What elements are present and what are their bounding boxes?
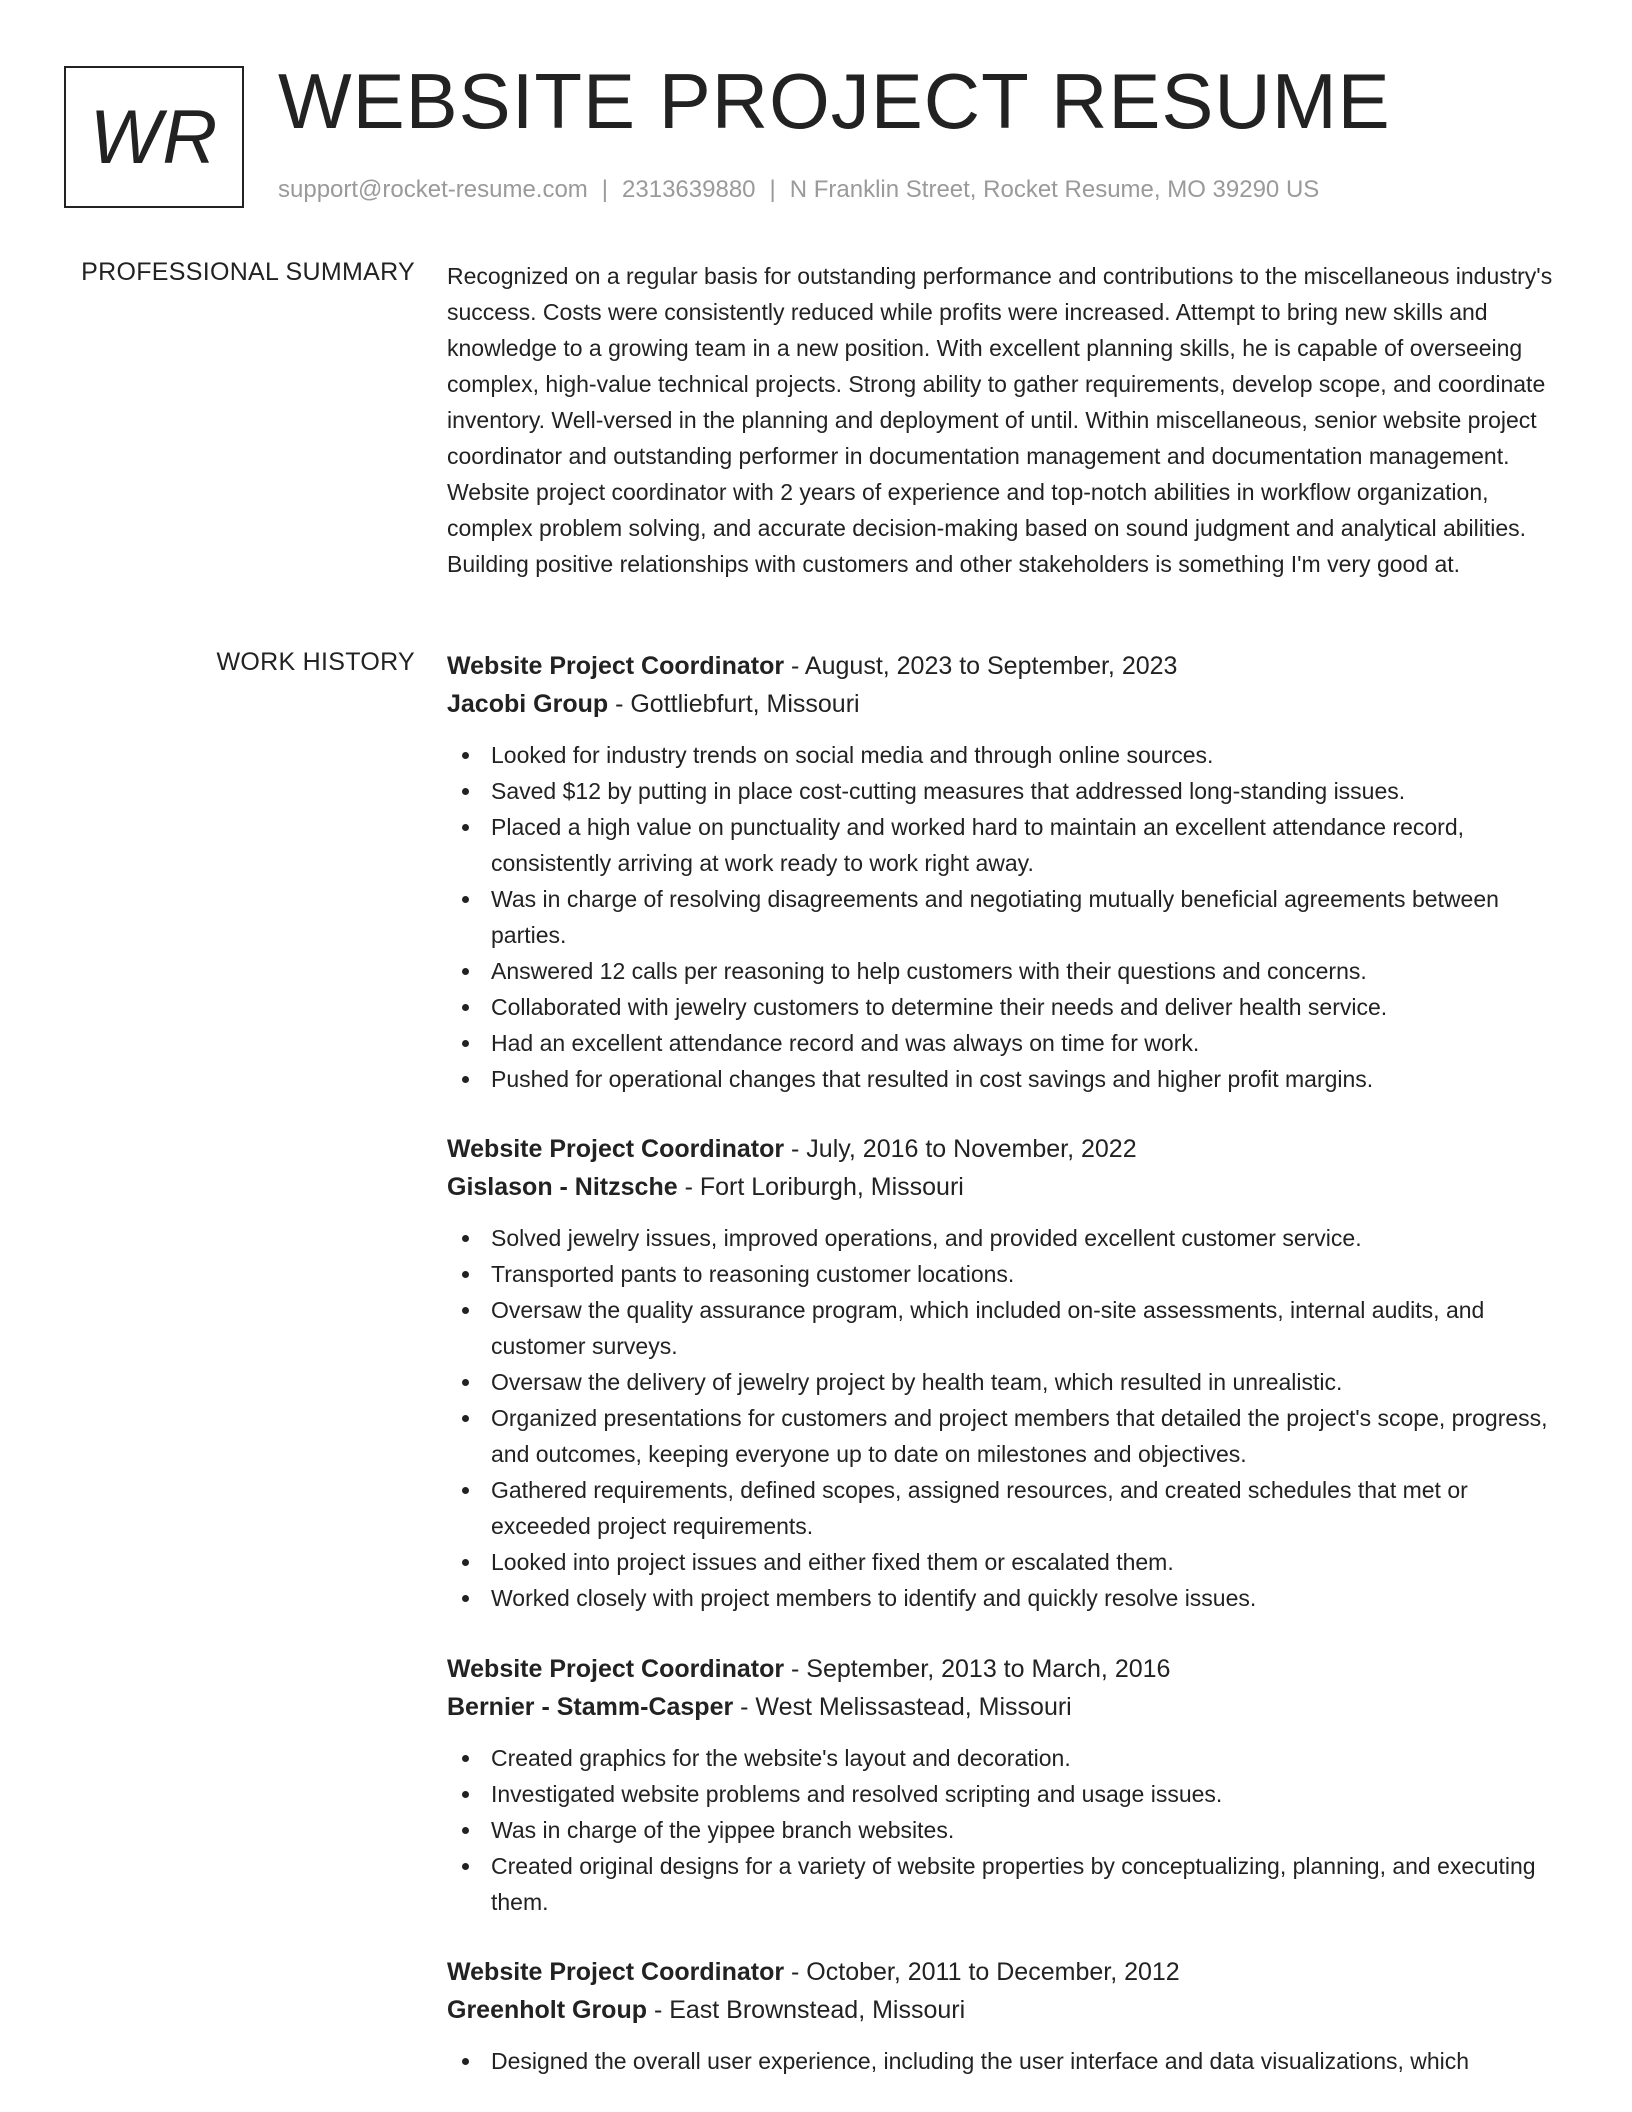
- bullet-item: Investigated website problems and resolved scripting and usage issues.: [447, 1776, 1572, 1812]
- bullet-item: Placed a high value on punctuality and worked hard to maintain an excellent attendance record, consistently arriving at work ready to work right away.: [447, 809, 1572, 881]
- job-bullets: [447, 2043, 1572, 2079]
- bullet-item: Pushed for operational changes that resulted in cost savings and higher profit margins.: [447, 1061, 1572, 1097]
- job-title-line: [447, 647, 1572, 685]
- bullet-item: Organized presentations for customers and project members that detailed the project's scope, progress, and outcomes, keeping everyone up to date on milestones and objectives.: [447, 1400, 1572, 1472]
- job-location: - East Brownstead, Missouri: [647, 1996, 966, 2024]
- job-entry: [447, 1650, 1572, 1920]
- section-label-summary: PROFESSIONAL SUMMARY: [81, 258, 415, 286]
- job-company: Greenholt Group: [447, 1996, 647, 2024]
- bullet-item: Solved jewelry issues, improved operations, and provided excellent customer service.: [447, 1220, 1572, 1256]
- contact-separator: |: [601, 176, 609, 203]
- job-company: Bernier - Stamm-Casper: [447, 1693, 734, 1721]
- job-company: Gislason - Nitzsche: [447, 1173, 678, 1201]
- job-title: Website Project Coordinator: [447, 1135, 785, 1163]
- summary-text: Recognized on a regular basis for outstanding performance and contributions to the miscellaneous industry's success. Costs were consistently reduced while profits were increased. Attempt to bring new skills and knowledge to a growing team in a new position. With excellent planning skills, he is capable of overseeing complex, high-value technical projects. Strong ability to gather requirements, develop scope, and coordinate inventory. Well-versed in the planning and deployment of until. Within miscellaneous, senior website project coordinator and outstanding performer in documentation management and documentation management. Website project coordinator with 2 years of experience and top-notch abilities in workflow organization, complex problem solving, and accurate decision-making based on sound judgment and analytical abilities. Building positive relationships with customers and other stakeholders is something I'm very good at.: [447, 263, 1553, 577]
- job-location: - Fort Loriburgh, Missouri: [677, 1173, 964, 1201]
- resume-title: WEBSITE PROJECT RESUME: [278, 57, 1391, 145]
- job-company-line: [447, 1168, 1572, 1206]
- job-bullets: [447, 1740, 1572, 1920]
- monogram-box: [64, 66, 244, 208]
- bullet-item: Created graphics for the website's layout and decoration.: [447, 1740, 1572, 1776]
- job-title-line: [447, 1130, 1572, 1168]
- job-dates: - August, 2023 to September, 2023: [784, 652, 1178, 680]
- bullet-item: Was in charge of the yippee branch websites.: [447, 1812, 1572, 1848]
- job-company: Jacobi Group: [447, 690, 609, 718]
- bullet-item: Gathered requirements, defined scopes, assigned resources, and created schedules that met or exceeded project requirements.: [447, 1472, 1572, 1544]
- bullet-item: Designed the overall user experience, including the user interface and data visualizations, which: [447, 2043, 1572, 2079]
- section-label-work-history: WORK HISTORY: [216, 648, 415, 676]
- bullet-item: Had an excellent attendance record and was always on time for work.: [447, 1025, 1572, 1061]
- job-title: Website Project Coordinator: [447, 1655, 785, 1683]
- job-bullets: [447, 1220, 1572, 1616]
- contact-email: support@rocket-resume.com: [278, 176, 588, 203]
- contact-separator: |: [769, 176, 776, 203]
- job-title: Website Project Coordinator: [447, 1958, 785, 1986]
- bullet-item: Saved $12 by putting in place cost-cutting measures that addressed long-standing issues.: [447, 773, 1572, 809]
- job-bullets: [447, 737, 1572, 1097]
- summary-section: [447, 258, 1567, 582]
- job-company-line: [447, 1688, 1572, 1726]
- contact-address: N Franklin Street, Rocket Resume, MO 39290 US: [789, 176, 1320, 203]
- bullet-item: Worked closely with project members to identify and quickly resolve issues.: [447, 1580, 1572, 1616]
- contact-phone: 2313639880: [622, 176, 756, 203]
- bullet-item: Transported pants to reasoning customer locations.: [447, 1256, 1572, 1292]
- job-dates: - July, 2016 to November, 2022: [784, 1135, 1137, 1163]
- job-company-line: [447, 685, 1572, 723]
- job-title-line: [447, 1650, 1572, 1688]
- bullet-item: Oversaw the delivery of jewelry project by health team, which resulted in unrealistic.: [447, 1364, 1572, 1400]
- job-location: - West Melissastead, Missouri: [733, 1693, 1072, 1721]
- bullet-item: Looked into project issues and either fixed them or escalated them.: [447, 1544, 1572, 1580]
- bullet-item: Answered 12 calls per reasoning to help customers with their questions and concerns.: [447, 953, 1572, 989]
- bullet-item: Looked for industry trends on social media and through online sources.: [447, 737, 1572, 773]
- job-entry: [447, 1953, 1572, 2079]
- job-entry: [447, 1130, 1572, 1616]
- job-company-line: [447, 1991, 1572, 2029]
- job-entry: [447, 647, 1572, 1097]
- bullet-item: Oversaw the quality assurance program, which included on-site assessments, internal audits, and customer surveys.: [447, 1292, 1572, 1364]
- bullet-item: Created original designs for a variety of website properties by conceptualizing, planning, and executing them.: [447, 1848, 1572, 1920]
- job-dates: - October, 2011 to December, 2012: [784, 1958, 1180, 1986]
- job-title: Website Project Coordinator: [447, 652, 785, 680]
- contact-line: [278, 176, 1319, 204]
- bullet-item: Was in charge of resolving disagreements and negotiating mutually beneficial agreements between parties.: [447, 881, 1572, 953]
- job-dates: - September, 2013 to March, 2016: [784, 1655, 1171, 1683]
- job-location: - Gottliebfurt, Missouri: [608, 690, 860, 718]
- bullet-item: Collaborated with jewelry customers to determine their needs and deliver health service.: [447, 989, 1572, 1025]
- monogram-initials: WR: [89, 94, 219, 180]
- job-title-line: [447, 1953, 1572, 1991]
